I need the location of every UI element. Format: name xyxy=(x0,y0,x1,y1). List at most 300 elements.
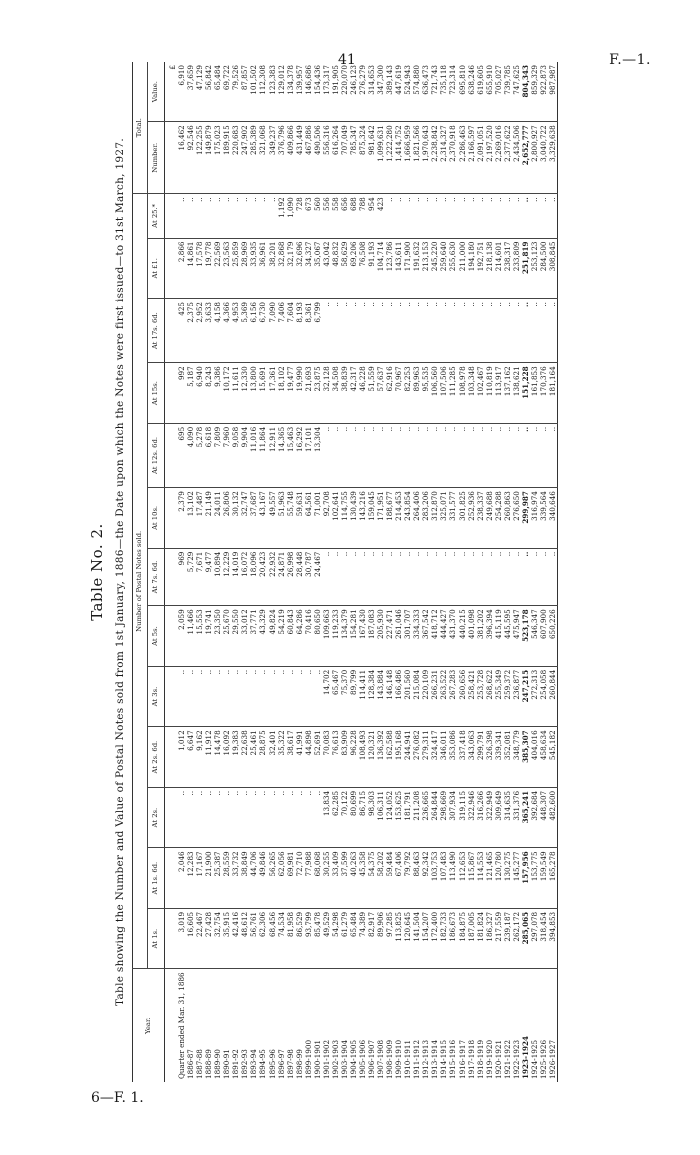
table-cell: 89,906 xyxy=(376,908,385,969)
table-cell: 33,409 xyxy=(331,848,340,909)
table-cell: .. xyxy=(430,423,439,487)
table-cell: 238,337 xyxy=(476,488,485,549)
table-cell: 655,910 xyxy=(485,62,494,122)
table-cell: .. xyxy=(439,299,448,363)
table-cell: 268,622 xyxy=(485,666,494,727)
table-cell: 43,329 xyxy=(258,606,267,667)
table-cell: 316,974 xyxy=(530,488,539,549)
year-cell: 1902-1903 xyxy=(330,1039,340,1079)
table-cell: 28,969 xyxy=(240,238,249,299)
table-cell: 1,666,959 xyxy=(403,122,412,194)
table-cell: 120,780 xyxy=(494,848,503,909)
table-cell: .. xyxy=(258,787,267,848)
table-cell: 186,327 xyxy=(485,908,494,969)
table-cell: 43,042 xyxy=(322,238,331,299)
table-cell: 254,058 xyxy=(539,666,548,727)
table-cell: .. xyxy=(485,423,494,487)
table-cell: 113,490 xyxy=(448,848,457,909)
table-cell: 106,311 xyxy=(376,787,385,848)
table-cell: 74,534 xyxy=(277,908,286,969)
table-cell: 6,618 xyxy=(204,423,213,487)
table-cell: 367,542 xyxy=(421,606,430,667)
table-cell: .. xyxy=(494,299,503,363)
table-cell: 107,506 xyxy=(439,363,448,424)
year-cell: 1896-97 xyxy=(276,1049,286,1079)
table-cell: 45,358 xyxy=(358,848,367,909)
table-cell: 263,522 xyxy=(439,666,448,727)
table-cell: 187,005 xyxy=(467,908,476,969)
table-cell: 490,506 xyxy=(313,122,322,194)
table-cell: 195,168 xyxy=(394,727,403,788)
year-cell: 1897-98 xyxy=(285,1049,295,1079)
value-unit: £ xyxy=(165,62,178,122)
table-cell: 353,086 xyxy=(448,727,457,788)
table-cell: 19,990 xyxy=(295,363,304,424)
table-cell: 448,307 xyxy=(539,787,548,848)
table-cell: 27,428 xyxy=(204,908,213,969)
year-cell: 1915-1916 xyxy=(448,1039,458,1079)
table-cell: 259,640 xyxy=(439,238,448,299)
table-cell: 92,708 xyxy=(322,488,331,549)
table-cell: 68,456 xyxy=(268,908,277,969)
table-cell: 181,791 xyxy=(403,787,412,848)
table-cell: 124,052 xyxy=(385,787,394,848)
table-cell: 9,477 xyxy=(204,548,213,606)
table-cell: 102,641 xyxy=(331,488,340,549)
denomination-header: At 3s. xyxy=(148,666,165,727)
table-cell: 2,866 xyxy=(177,238,186,299)
table-cell: 134,378 xyxy=(286,62,295,122)
table-row xyxy=(249,62,258,1082)
year-cell: 1918-1919 xyxy=(475,1039,485,1079)
table-cell: 875,324 xyxy=(358,122,367,194)
table-cell: 34,327 xyxy=(304,238,313,299)
table-cell: 10,894 xyxy=(213,548,222,606)
table-cell: 34,508 xyxy=(331,363,340,424)
table-cell: 6,799 xyxy=(313,299,322,363)
document-reference: F.—1. xyxy=(609,52,651,68)
table-cell: 11,611 xyxy=(231,363,240,424)
table-cell: 11,912 xyxy=(204,727,213,788)
table-cell: 425 xyxy=(177,299,186,363)
denomination-header: At £1. xyxy=(148,238,165,299)
table-cell: 6,647 xyxy=(186,727,195,788)
table-cell: 184,875 xyxy=(458,908,467,969)
table-cell: .. xyxy=(222,666,231,727)
table-cell: 1,192 xyxy=(277,194,286,238)
table-cell: 392,684 xyxy=(530,787,539,848)
table-cell: 307,934 xyxy=(448,787,457,848)
table-cell: .. xyxy=(412,548,421,606)
table-cell: 62,056 xyxy=(277,848,286,909)
table-cell: 1,090 xyxy=(286,194,295,238)
table-cell: 21,693 xyxy=(304,363,313,424)
table-cell: 239,187 xyxy=(503,908,512,969)
table-cell: 255,349 xyxy=(494,666,503,727)
table-cell: 6,940 xyxy=(195,363,204,424)
table-cell: 1,414,752 xyxy=(394,122,403,194)
table-cell: 82,253 xyxy=(403,363,412,424)
table-cell: 339,564 xyxy=(539,488,548,549)
table-cell: 83,909 xyxy=(340,727,349,788)
table-cell: .. xyxy=(304,666,313,727)
table-cell: 40,263 xyxy=(349,848,358,909)
table-cell: .. xyxy=(249,787,258,848)
year-cell: 1917-1918 xyxy=(466,1039,476,1079)
table-cell: 2,314,327 xyxy=(439,122,448,194)
table-row xyxy=(295,62,304,1082)
table-cell: 545,182 xyxy=(548,727,558,788)
table-cell: 161,853 xyxy=(530,363,539,424)
table-cell: 44,898 xyxy=(304,727,313,788)
denomination-header: At 15s. xyxy=(148,363,165,424)
table-cell: 258,421 xyxy=(467,666,476,727)
table-cell: .. xyxy=(530,423,539,487)
table-cell: 101,502 xyxy=(249,62,258,122)
table-cell: .. xyxy=(448,548,457,606)
table-cell: 143,216 xyxy=(358,488,367,549)
table-cell: .. xyxy=(340,423,349,487)
table-cell: 54,375 xyxy=(367,848,376,909)
table-cell: 49,529 xyxy=(322,908,331,969)
table-cell: 46,228 xyxy=(358,363,367,424)
table-cell: 607,900 xyxy=(539,606,548,667)
table-cell: 319,115 xyxy=(458,787,467,848)
table-cell: 60,843 xyxy=(286,606,295,667)
table-cell: 431,449 xyxy=(295,122,304,194)
table-cell: .. xyxy=(530,548,539,606)
table-cell: 113,825 xyxy=(394,908,403,969)
table-cell: .. xyxy=(467,423,476,487)
table-cell: 21,149 xyxy=(204,488,213,549)
table-cell: 16,092 xyxy=(222,727,231,788)
year-cell: 1905-1906 xyxy=(357,1039,367,1079)
table-cell: .. xyxy=(376,423,385,487)
table-row xyxy=(376,62,385,1082)
table-cell: 394,853 xyxy=(548,908,558,969)
table-cell: 32,128 xyxy=(322,363,331,424)
table-cell: 109,663 xyxy=(322,606,331,667)
table-cell: 25,859 xyxy=(231,238,240,299)
year-cell: 1895-96 xyxy=(267,1049,277,1079)
table-cell: 165,278 xyxy=(548,848,558,909)
table-cell: 72,710 xyxy=(295,848,304,909)
table-cell: 30,255 xyxy=(322,848,331,909)
table-cell: .. xyxy=(421,299,430,363)
table-row xyxy=(268,62,277,1082)
table-cell: .. xyxy=(476,194,485,238)
table-cell: 122,255 xyxy=(195,122,204,194)
table-cell: 70,122 xyxy=(340,787,349,848)
table-cell: 5,369 xyxy=(240,299,249,363)
table-cell: .. xyxy=(421,548,430,606)
table-cell: .. xyxy=(512,194,521,238)
table-cell: 10,172 xyxy=(222,363,231,424)
table-cell: 62,306 xyxy=(258,908,267,969)
table-cell: 16,605 xyxy=(186,908,195,969)
table-cell: .. xyxy=(240,194,249,238)
table-cell: .. xyxy=(448,423,457,487)
table-cell: 12,283 xyxy=(186,848,195,909)
blank-cell xyxy=(165,727,178,788)
table-cell: 38,839 xyxy=(340,363,349,424)
table-cell: 220,109 xyxy=(421,666,430,727)
table-cell: 188,677 xyxy=(385,488,394,549)
table-cell: 65,484 xyxy=(349,908,358,969)
table-cell: 29,550 xyxy=(231,606,240,667)
table-cell: .. xyxy=(439,423,448,487)
table-cell: 347,300 xyxy=(376,62,385,122)
table-cell: 3,633 xyxy=(204,299,213,363)
table-cell: 314,653 xyxy=(367,62,376,122)
table-cell: .. xyxy=(412,194,421,238)
table-cell: 59,484 xyxy=(385,848,394,909)
table-cell: 128,384 xyxy=(367,666,376,727)
table-cell: .. xyxy=(403,423,412,487)
table-cell: 788 xyxy=(358,194,367,238)
table-cell: .. xyxy=(331,299,340,363)
table-cell: 18,102 xyxy=(277,363,286,424)
table-cell: .. xyxy=(476,423,485,487)
table-cell: 167,430 xyxy=(358,606,367,667)
table-cell: 340,646 xyxy=(548,488,558,549)
table-cell: 22,932 xyxy=(268,548,277,606)
table-cell: .. xyxy=(258,194,267,238)
table-cell: 103,348 xyxy=(467,363,476,424)
table-cell: 58,629 xyxy=(340,238,349,299)
table-row xyxy=(286,62,295,1082)
table-cell: .. xyxy=(521,299,530,363)
table-cell: .. xyxy=(430,299,439,363)
table-cell: 151,228 xyxy=(521,363,530,424)
table-cell: 35,322 xyxy=(277,727,286,788)
table-cell: 171,900 xyxy=(403,238,412,299)
table-cell: 143,611 xyxy=(394,238,403,299)
table-cell: 33,732 xyxy=(231,848,240,909)
table-cell: .. xyxy=(485,299,494,363)
table-cell: .. xyxy=(548,548,558,606)
table-cell: 54,219 xyxy=(277,606,286,667)
year-cell: 1893-94 xyxy=(249,1049,259,1079)
year-cell: 1886-87 xyxy=(186,1049,196,1079)
table-row xyxy=(494,62,503,1082)
table-cell: .. xyxy=(268,787,277,848)
table-cell: 276,279 xyxy=(358,62,367,122)
table-cell: 192,751 xyxy=(476,238,485,299)
table-cell: .. xyxy=(186,666,195,727)
table-cell: 285,389 xyxy=(249,122,258,194)
table-cell: .. xyxy=(204,666,213,727)
table-row xyxy=(304,62,313,1082)
table-cell: .. xyxy=(177,194,186,238)
table-cell: 6,910 xyxy=(177,62,186,122)
table-cell: .. xyxy=(258,666,267,727)
table-cell: .. xyxy=(494,423,503,487)
table-row xyxy=(222,62,231,1082)
table-cell: 23,350 xyxy=(213,606,222,667)
table-cell: .. xyxy=(458,548,467,606)
table-cell: 299,987 xyxy=(521,488,530,549)
table-cell: 107,483 xyxy=(439,848,448,909)
table-cell: 14,019 xyxy=(231,548,240,606)
table-cell: 17,361 xyxy=(268,363,277,424)
table-cell: 4,953 xyxy=(231,299,240,363)
year-cell: 1899-1900 xyxy=(303,1039,313,1079)
table-cell: .. xyxy=(448,299,457,363)
table-cell: 16,462 xyxy=(177,122,186,194)
table-cell: 3,040,722 xyxy=(539,122,548,194)
table-cell: 56,265 xyxy=(268,848,277,909)
table-cell: 244,941 xyxy=(403,727,412,788)
table-row xyxy=(367,62,376,1082)
table-cell: .. xyxy=(512,423,521,487)
table-cell: .. xyxy=(412,299,421,363)
year-cell: 1919-1920 xyxy=(484,1039,494,1079)
table-cell: 5,187 xyxy=(186,363,195,424)
number-header: Number. xyxy=(148,122,165,194)
table-cell: 243,854 xyxy=(403,488,412,549)
table-cell: 121,465 xyxy=(485,848,494,909)
table-cell: 2,269,016 xyxy=(494,122,503,194)
table-cell: 211,208 xyxy=(412,787,421,848)
table-cell: .. xyxy=(512,299,521,363)
table-cell: 214,601 xyxy=(494,238,503,299)
table-cell: .. xyxy=(539,423,548,487)
table-cell: 80,699 xyxy=(349,787,358,848)
footer-reference: 6—F. 1. xyxy=(91,1090,144,1106)
table-cell: .. xyxy=(231,787,240,848)
table-cell: 261,046 xyxy=(394,606,403,667)
table-cell: 114,553 xyxy=(476,848,485,909)
blank-cell xyxy=(165,423,178,487)
table-cell: 57,637 xyxy=(376,363,385,424)
table-cell: .. xyxy=(485,194,494,238)
table-cell: 20,423 xyxy=(258,548,267,606)
table-cell: 246,123 xyxy=(349,62,358,122)
year-cell: 1907-1908 xyxy=(376,1039,386,1079)
table-cell: 69,206 xyxy=(349,238,358,299)
table-cell: 102,467 xyxy=(476,363,485,424)
table-cell: 6,730 xyxy=(258,299,267,363)
table-cell: 969 xyxy=(177,548,186,606)
blank-cell xyxy=(165,194,178,238)
table-cell: 396,394 xyxy=(485,606,494,667)
table-cell: 13,304 xyxy=(313,423,322,487)
table-cell: 348,779 xyxy=(512,727,521,788)
blank-cell xyxy=(165,908,178,969)
table-cell: 134,379 xyxy=(340,606,349,667)
table-cell: 11,466 xyxy=(186,606,195,667)
table-cell: 91,193 xyxy=(367,238,376,299)
table-number: Table No. 2. xyxy=(88,523,106,621)
table-cell: 376,796 xyxy=(277,122,286,194)
table-cell: 2,379 xyxy=(177,488,186,549)
table-cell: .. xyxy=(476,299,485,363)
table-cell: 96,228 xyxy=(349,727,358,788)
table-cell: 298,669 xyxy=(439,787,448,848)
table-cell: 62,916 xyxy=(385,363,394,424)
table-cell: 47,129 xyxy=(195,62,204,122)
table-cell: 201,560 xyxy=(403,666,412,727)
rotated-table-block xyxy=(88,62,658,1082)
table-cell: 157,956 xyxy=(521,848,530,909)
table-cell: 13,102 xyxy=(186,488,195,549)
table-cell: 28,559 xyxy=(222,848,231,909)
table-cell: 182,733 xyxy=(439,908,448,969)
table-cell: 22,467 xyxy=(195,908,204,969)
table-cell: 32,401 xyxy=(268,727,277,788)
table-cell: 166,486 xyxy=(394,666,403,727)
table-cell: 120,645 xyxy=(403,908,412,969)
table-row xyxy=(412,62,421,1082)
table-cell: 301,707 xyxy=(403,606,412,667)
table-row xyxy=(213,62,222,1082)
table-cell: 19,383 xyxy=(231,727,240,788)
year-cell: 1898-99 xyxy=(294,1049,304,1079)
table-cell: 181,164 xyxy=(548,363,558,424)
table-cell: 95,535 xyxy=(421,363,430,424)
table-cell: 309,649 xyxy=(494,787,503,848)
table-cell: 28,448 xyxy=(295,548,304,606)
table-cell: .. xyxy=(376,548,385,606)
table-cell: 650,226 xyxy=(548,606,558,667)
table-cell: .. xyxy=(358,423,367,487)
table-cell: 79,792 xyxy=(403,848,412,909)
table-row xyxy=(548,62,558,1082)
table-cell: .. xyxy=(458,423,467,487)
table-cell: .. xyxy=(385,423,394,487)
table-cell: 25,387 xyxy=(213,848,222,909)
table-cell: 189,915 xyxy=(222,122,231,194)
table-cell: 619,605 xyxy=(476,62,485,122)
table-cell: 162,588 xyxy=(385,727,394,788)
table-cell: 409,866 xyxy=(286,122,295,194)
table-cell: 24,467 xyxy=(313,548,322,606)
table-cell: 51,963 xyxy=(277,488,286,549)
table-cell: 130,275 xyxy=(503,848,512,909)
table-cell: 616,264 xyxy=(331,122,340,194)
table-cell: .. xyxy=(421,423,430,487)
table-cell: 32,868 xyxy=(277,238,286,299)
table-cell: 859,329 xyxy=(530,62,539,122)
table-cell: 65,467 xyxy=(331,666,340,727)
table-cell: 735,118 xyxy=(439,62,448,122)
table-cell: 316,266 xyxy=(476,787,485,848)
blank-cell xyxy=(165,238,178,299)
table-cell: .. xyxy=(412,423,421,487)
table-cell: 322,946 xyxy=(467,787,476,848)
table-cell: 15,463 xyxy=(286,423,295,487)
year-cell: 1910-1911 xyxy=(403,1039,413,1079)
table-cell: 262,172 xyxy=(512,908,521,969)
table-cell: .. xyxy=(485,548,494,606)
table-cell: 954 xyxy=(367,194,376,238)
table-cell: 16,072 xyxy=(240,548,249,606)
table-cell: 695 xyxy=(177,423,186,487)
table-cell: .. xyxy=(458,299,467,363)
table-cell: 32,754 xyxy=(213,908,222,969)
table-cell: 33,935 xyxy=(249,238,258,299)
table-cell: 139,957 xyxy=(295,62,304,122)
table-cell: 49,557 xyxy=(268,488,277,549)
year-cell: Quarter ended Mar. 31, 1886 xyxy=(177,972,187,1079)
year-cell: 1908-1909 xyxy=(385,1039,395,1079)
table-cell: 38,201 xyxy=(268,238,277,299)
table-cell: 146,686 xyxy=(304,62,313,122)
table-row xyxy=(385,62,394,1082)
table-cell: 79,526 xyxy=(231,62,240,122)
table-cell: 638,246 xyxy=(467,62,476,122)
